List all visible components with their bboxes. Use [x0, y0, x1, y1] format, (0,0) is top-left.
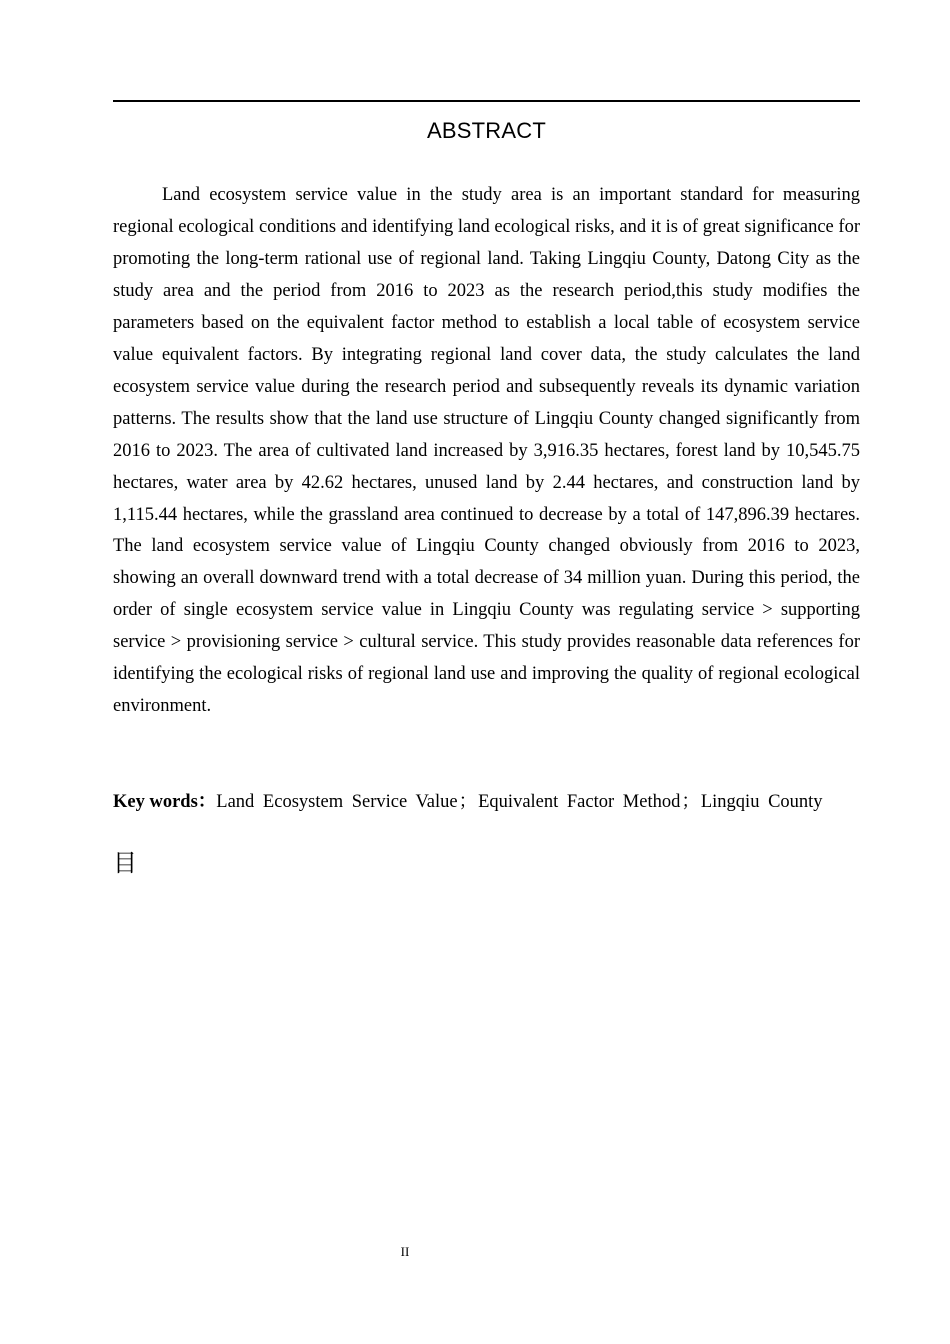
abstract-body: Land ecosystem service value in the study area is an important standard for measuring regional ecological conditions and identifying land ecological risks, and it is of great significance for promoting the long-term rational use of regional land. Taking Lingqiu County, Datong City as the study area and the period from 2016 to 2023 as the research period,this study modifies the parameters based on the equivalent factor method to establish a local table of ecosystem service value equivalent factors. By integrating regional land cover data, the study calculates the land ecosystem service value during the research period and subsequently reveals its dynamic variation patterns. The results show that the land use structure of Lingqiu County changed significantly from 2016 to 2023. The area of cultivated land increased by 3,916.35 hectares, forest land by 10,545.75 hectares, water area by 42.62 hectares, unused land by 2.44 hectares, and construction land by 1,115.44 hectares, while the grassland area continued to decrease by a total of 147,896.39 hectares. The land ecosystem service value of Lingqiu County changed obviously from 2016 to 2023, showing an overall downward trend with a total decrease of 34 million yuan. During this period, the order of single ecosystem service value in Lingqiu County was regulating service > supporting service > provisioning service > cultural service. This study provides reasonable data references for identifying the ecological risks of regional land use and improving the quality of regional ecological environment. [113, 185, 860, 717]
keywords-label: Key words： [113, 792, 217, 812]
toc-heading: 目 [113, 849, 137, 877]
keyword-separator: ； [458, 792, 478, 812]
abstract-title: ABSTRACT [427, 118, 546, 143]
page-number: II [400, 1244, 410, 1259]
keyword-item: Equivalent Factor Method [478, 792, 681, 812]
keyword-item: Lingqiu County [700, 792, 823, 812]
keywords-line [113, 787, 860, 819]
keyword-separator: ； [681, 792, 700, 812]
keyword-item: Land Ecosystem Service Value [216, 792, 458, 812]
header-rule [113, 100, 860, 102]
